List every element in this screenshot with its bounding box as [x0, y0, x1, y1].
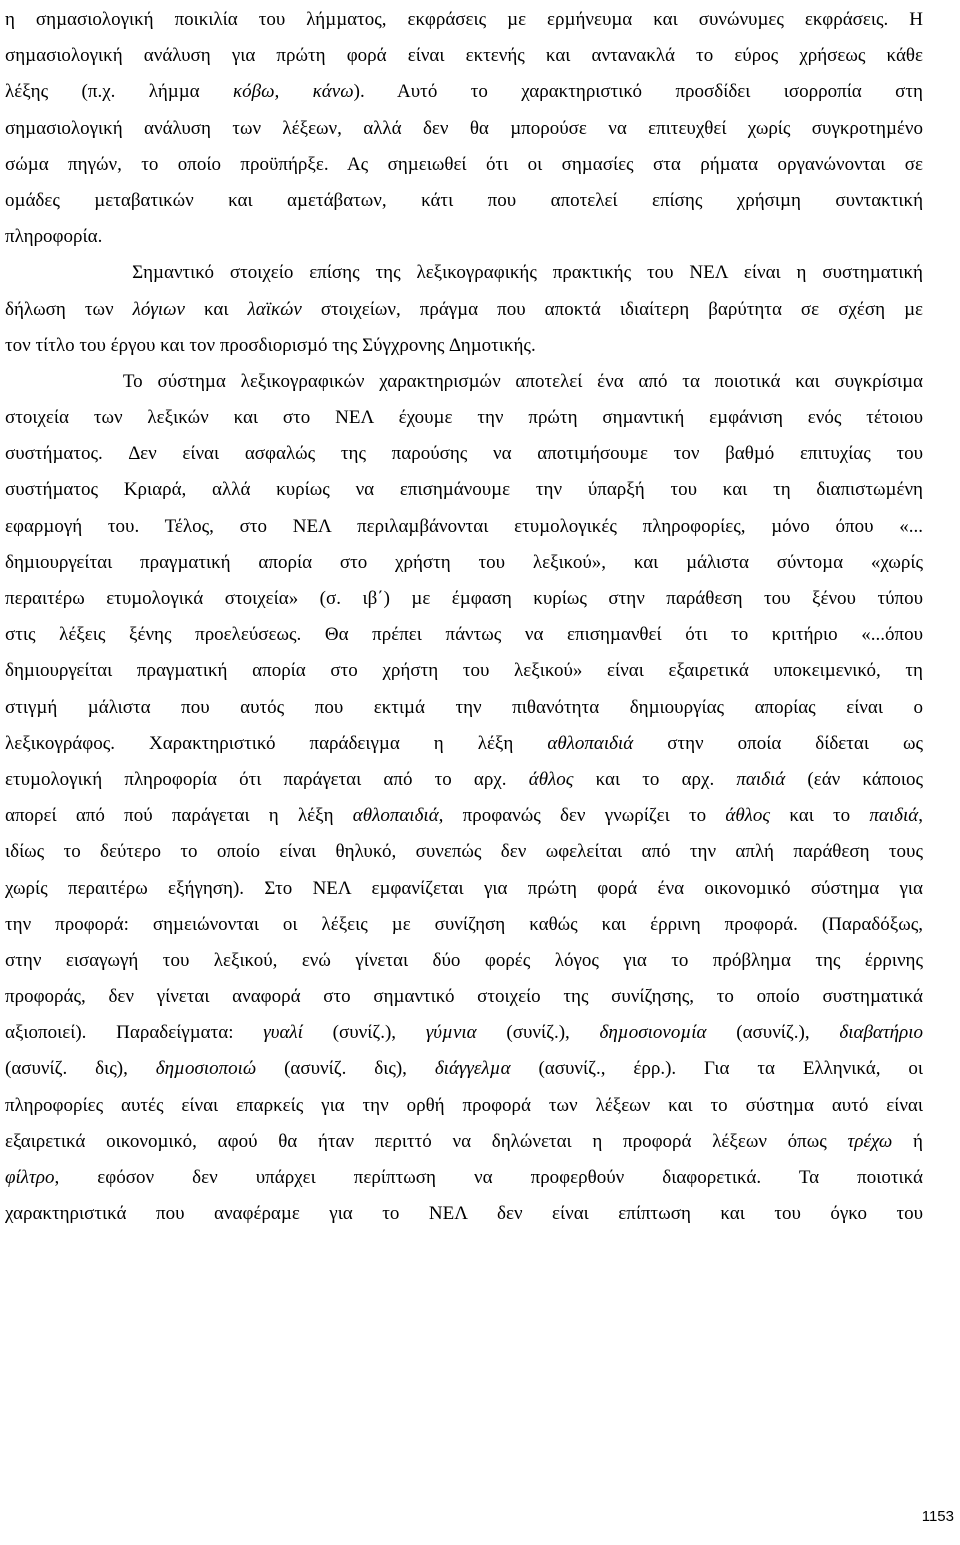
italic-term: άθλος [528, 768, 574, 790]
text-run: περαιτέρω ετυµολογικά στοιχεία» (σ. ιβ΄) µε έµφαση κυρίως στην παράθεση του ξένου τύπου [5, 588, 923, 609]
text-line [5, 74, 923, 110]
text-line [5, 943, 923, 979]
italic-term: δηµοσιοποιώ [155, 1058, 257, 1080]
text-line [5, 907, 923, 943]
text-line [5, 1196, 923, 1232]
text-run: σηµασιολογική ανάλυση των λέξεων, αλλά δεν θα µπορούσε να επιτευχθεί χωρίς συγκροτηµένο [5, 117, 923, 139]
italic-term: διάγγελµα [434, 1058, 511, 1080]
text-run: στην εισαγωγή του λεξικού, ενώ γίνεται δύο φορές λόγος για το πρόβληµα της έρρινης [5, 949, 923, 971]
italic-term: αθλοπαιδιά [547, 732, 634, 754]
text-run: απορεί από πού παράγεται η λέξη [5, 805, 353, 827]
text-run: ιδίως το δεύτερο το οποίο είναι θηλυκό, συνεπώς δεν ωφελείται από την απλή παράθεση τους [5, 841, 923, 863]
text-run: δήλωση των [5, 298, 133, 320]
italic-term: κόβω, κάνω [233, 81, 354, 103]
italic-term: άθλος [725, 805, 771, 827]
text-line [5, 581, 923, 617]
text-line [5, 292, 923, 328]
text-run: ). Αυτό το χαρακτηριστικό προσδίδει ισορροπία στη [353, 81, 923, 103]
italic-term: λόγιων [132, 298, 185, 320]
text-run: πληροφορίες αυτές είναι επαρκείς για την ορθή προφορά των λέξεων και το σύστηµα αυτό είναι [5, 1094, 923, 1116]
text-line [5, 653, 923, 689]
text-run: (συνίζ.), [476, 1022, 600, 1044]
text-run: στοιχεία των λεξικών και στο ΝΕΛ έχουµε την πρώτη σηµαντική εµφάνιση ενός τέτοιου [5, 407, 923, 429]
text-run: και το [770, 805, 870, 827]
text-line [5, 147, 923, 183]
text-line [5, 726, 923, 762]
text-run: στην οποία δίδεται ως [633, 732, 924, 754]
text-run: τον τίτλο του έργου και τον προσδιορισµό της Σύγχρονης ∆ηµοτικής. [5, 334, 536, 356]
text-run: στις λέξεις ξένης προελεύσεως. Θα πρέπει πάντως να επισηµανθεί ότι το κριτήριο «...όπου [5, 624, 923, 646]
text-run: (συνίζ.), [302, 1022, 426, 1044]
text-run: στιγµή µάλιστα που αυτός που εκτιµά την πιθανότητα δηµιουργίας απορίας είναι ο [5, 696, 923, 718]
text-run: εξαιρετικά οικονοµικό, αφού θα ήταν περιττό να δηλώνεται η προφορά λέξεων όπως [5, 1130, 848, 1152]
text-line [5, 1015, 923, 1051]
text-run: και το αρχ. [573, 768, 737, 790]
text-run: συστήµατος. ∆εν είναι ασφαλώς της παρούσης να αποτιµήσουµε τον βαθµό επιτυχίας του [5, 443, 923, 465]
text-run: (ασυνίζ.), [706, 1022, 840, 1044]
text-run: οµάδες µεταβατικών και αµετάβατων, κάτι που αποτελεί επίσης χρήσιµη συντακτική [5, 189, 923, 211]
text-line [5, 798, 923, 834]
text-run: σώµα πηγών, το οποίο προϋπήρξε. Ας σηµειωθεί ότι οι σηµασίες στα ρήµατα οργανώνονται σε [5, 153, 923, 175]
text-line [5, 38, 923, 74]
text-run: ή [892, 1130, 923, 1152]
text-run: δηµιουργείται πραγµατική απορία στο χρήστη του λεξικού», και µάλιστα σύντοµα «χωρίς [5, 551, 923, 573]
text-line [5, 1051, 923, 1087]
document-page [5, 0, 923, 1232]
italic-term: αθλοπαιδιά, [352, 805, 444, 827]
text-run: λεξικογράφος. Χαρακτηριστικό παράδειγµα η λέξη [5, 732, 548, 754]
italic-term: φίλτρο [5, 1167, 55, 1188]
text-run: δηµιουργείται πραγµατική απορία στο χρήστη του λεξικού» είναι εξαιρετικά υποκειµενικό, τη [5, 660, 923, 682]
text-run: (εάν κάποιος [785, 768, 923, 790]
text-run: χωρίς περαιτέρω εξήγηση). Στο ΝΕΛ εµφανίζεται για πρώτη φορά ένα οικονοµικό σύστηµα για [5, 877, 923, 899]
text-run: και [184, 298, 248, 320]
text-line [5, 183, 923, 219]
text-run: προφανώς δεν γνωρίζει το [443, 805, 726, 827]
text-run: (ασυνίζ. δις), [256, 1058, 435, 1080]
text-run: προφοράς, δεν γίνεται αναφορά στο σηµαντικό στοιχείο της συνίζησης, το οποίο συστηµατικά [5, 986, 923, 1008]
text-line [5, 617, 923, 653]
text-line [5, 255, 923, 291]
text-line [5, 979, 923, 1015]
text-line [5, 690, 923, 726]
text-run: (ασυνίζ., έρρ.). Για τα Ελληνικά, οι [510, 1058, 924, 1080]
italic-term: τρέχω [847, 1130, 893, 1152]
text-run: συστήµατος Κριαρά, αλλά κυρίως να επισηµάνουµε την ύπαρξή του και τη διαπιστωµένη [5, 479, 923, 501]
text-line [5, 2, 923, 38]
text-line [5, 545, 923, 581]
text-run: ετυµολογική πληροφορία ότι παράγεται από το αρχ. [5, 768, 529, 790]
text-line [5, 111, 923, 147]
text-line [5, 364, 923, 400]
italic-term: δηµοσιονοµία [599, 1022, 707, 1044]
text-line [5, 219, 923, 255]
italic-term: παιδιά [736, 768, 786, 790]
page-number: 1153 [921, 1508, 954, 1525]
text-line [5, 472, 923, 508]
text-line [5, 400, 923, 436]
italic-term: γύµνια [425, 1022, 477, 1044]
text-line [5, 328, 923, 364]
text-run: Το σύστηµα λεξικογραφικών χαρακτηρισµών αποτελεί ένα από τα ποιοτικά και συγκρίσιµα [5, 370, 923, 392]
text-run: σηµασιολογική ανάλυση για πρώτη φορά είναι εκτενής και αντανακλά το εύρος χρήσεως κάθε [5, 45, 923, 67]
text-run: η σηµασιολογική ποικιλία του λήµµατος, εκφράσεις µε ερµήνευµα και συνώνυµες εκφράσεις. Η [5, 9, 923, 30]
text-run: αξιοποιεί). Παραδείγµατα: [5, 1022, 264, 1044]
text-line [5, 871, 923, 907]
text-run: λέξης (π.χ. λήµµα [5, 81, 234, 103]
text-run: πληροφορία. [5, 226, 103, 248]
text-line [5, 436, 923, 472]
text-line [5, 834, 923, 870]
italic-term: διαβατήριο [839, 1022, 924, 1044]
text-run: χαρακτηριστικά που αναφέραµε για το ΝΕΛ δεν είναι επίπτωση και του όγκο του [5, 1203, 923, 1225]
italic-term: γυαλί [263, 1022, 303, 1044]
text-line [5, 1124, 923, 1160]
text-line [5, 1088, 923, 1124]
text-run: Σηµαντικό στοιχείο επίσης της λεξικογραφικής πρακτικής του ΝΕΛ είναι η συστηµατική [5, 262, 923, 284]
text-line [5, 1160, 923, 1196]
text-run: εφαρµογή του. Τέλος, στο ΝΕΛ περιλαµβάνονται ετυµολογικές πληροφορίες, µόνο όπου «... [5, 515, 923, 537]
text-run: , [918, 805, 923, 827]
text-line [5, 762, 923, 798]
text-run: , εφόσον δεν υπάρχει περίπτωση να προφερθούν διαφορετικά. Τα ποιοτικά [54, 1167, 923, 1188]
text-run: την προφορά: σηµειώνονται οι λέξεις µε συνίζηση καθώς και έρρινη προφορά. (Παραδόξως, [5, 913, 923, 935]
text-run: στοιχείων, πράγµα που αποκτά ιδιαίτερη βαρύτητα σε σχέση µε [301, 298, 923, 320]
text-run: (ασυνίζ. δις), [5, 1058, 156, 1080]
italic-term: λαϊκών [247, 298, 302, 320]
text-line [5, 509, 923, 545]
italic-term: παιδιά [869, 805, 919, 827]
